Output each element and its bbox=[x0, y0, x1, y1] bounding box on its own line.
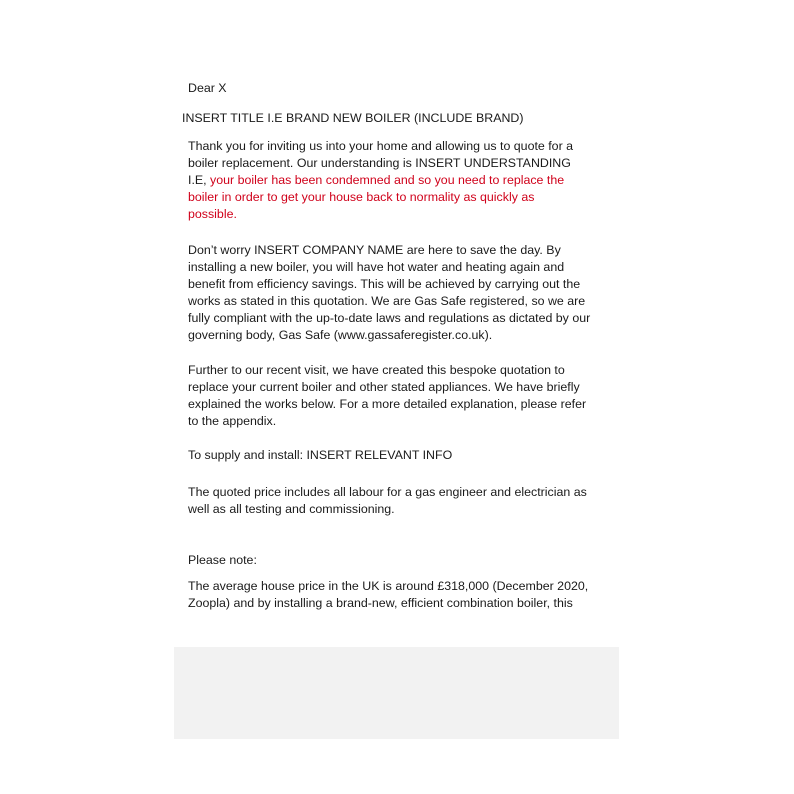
highlighted-text: possible. bbox=[188, 207, 237, 221]
paragraph-line: Thank you for inviting us into your home and allowing us to quote for a bbox=[188, 139, 574, 153]
paragraph-line: benefit from efficiency savings. This will be achieved by carrying out the bbox=[188, 277, 581, 291]
letter-title: INSERT TITLE I.E BRAND NEW BOILER (INCLUDE BRAND) bbox=[182, 111, 524, 125]
paragraph-line: boiler replacement. Our understanding is INSERT UNDERSTANDING bbox=[188, 156, 571, 170]
paragraph-line: works as stated in this quotation. We are Gas Safe registered, so we are bbox=[188, 294, 586, 308]
note-heading: Please note: bbox=[188, 553, 257, 567]
highlighted-text: your boiler has been condemned and so you need to replace the bbox=[210, 173, 565, 187]
paragraph-line: installing a new boiler, you will have hot water and heating again and bbox=[188, 260, 565, 274]
paragraph-line: Further to our recent visit, we have created this bespoke quotation to bbox=[188, 363, 565, 377]
salutation: Dear X bbox=[188, 81, 227, 95]
paragraph-line: governing body, Gas Safe (www.gassaferegister.co.uk). bbox=[188, 328, 493, 342]
paragraph-line: Don’t worry INSERT COMPANY NAME are here to save the day. By bbox=[188, 243, 561, 257]
paragraph-line: fully compliant with the up-to-date laws and regulations as dictated by our bbox=[188, 311, 591, 325]
paragraph-line: Zoopla) and by installing a brand-new, efficient combination boiler, this bbox=[188, 596, 573, 610]
supply-line: To supply and install: INSERT RELEVANT INFO bbox=[188, 448, 453, 462]
paragraph-line bbox=[188, 172, 564, 189]
paragraph-line: replace your current boiler and other stated appliances. We have briefly bbox=[188, 380, 580, 394]
paragraph-line: explained the works below. For a more detailed explanation, please refer bbox=[188, 397, 587, 411]
paragraph-line: well as all testing and commissioning. bbox=[188, 502, 395, 516]
paragraph-text: I.E, bbox=[188, 173, 211, 187]
paragraph-line: The average house price in the UK is around £318,000 (December 2020, bbox=[188, 579, 589, 593]
footer-block bbox=[174, 647, 619, 739]
paragraph-line: The quoted price includes all labour for a gas engineer and electrician as bbox=[188, 485, 587, 499]
highlighted-text: boiler in order to get your house back to normality as quickly as bbox=[188, 190, 535, 204]
paragraph-line: to the appendix. bbox=[188, 414, 277, 428]
